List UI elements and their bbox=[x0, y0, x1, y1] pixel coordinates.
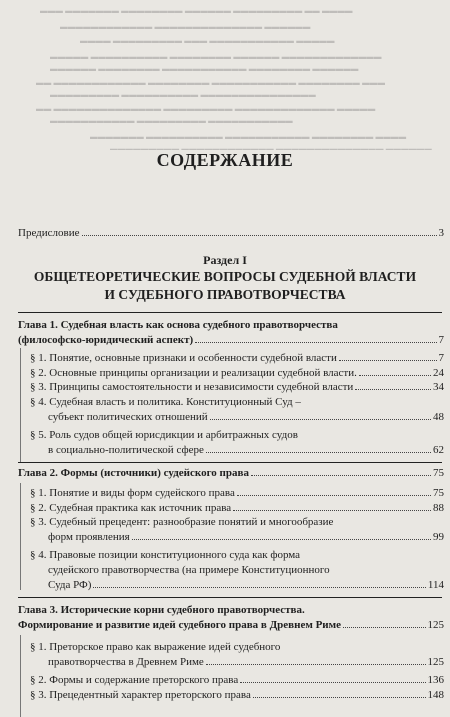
section-label: Раздел I bbox=[203, 253, 247, 267]
section-heading-line-1: ОБЩЕТЕОРЕТИЧЕСКИЕ ВОПРОСЫ СУДЕБНОЙ ВЛАСТИ bbox=[33, 269, 417, 284]
toc-entry-ch2-sec3[interactable] bbox=[48, 530, 444, 544]
toc-page-number: 148 bbox=[427, 689, 444, 701]
toc-entry-ch1-sec4-line-1[interactable]: § 4. Судебная власть и политика. Конституционный Суд – bbox=[30, 396, 301, 408]
leader-dots bbox=[355, 389, 431, 390]
leader-dots bbox=[206, 664, 426, 665]
toc-entry-label: § 1. Понятие, основные признаки и особенности судебной власти bbox=[30, 352, 337, 364]
chapter-3-title-line-2: Формирование и развитие идей судебного права в Древнем Риме bbox=[18, 619, 342, 631]
toc-entry-ch1-sec4[interactable] bbox=[48, 410, 444, 424]
toc-page-number: 125 bbox=[427, 619, 444, 631]
leader-dots bbox=[206, 452, 431, 453]
toc-page-number: 75 bbox=[433, 467, 444, 479]
page-title: СОДЕРЖАНИЕ bbox=[156, 150, 294, 170]
divider bbox=[18, 462, 442, 463]
toc-entry-label: Предисловие bbox=[18, 227, 80, 239]
toc-entry-ch2-sec4[interactable] bbox=[48, 578, 444, 592]
chapter-1-title-line-2: (философско-юридический аспект) bbox=[18, 334, 194, 346]
toc-entry-label: § 1. Понятие и виды форм судейского права bbox=[30, 487, 235, 499]
toc-page-number: 62 bbox=[433, 444, 444, 456]
chapter-3-title-line-1[interactable]: Глава 3. Исторические корни судебного правотворчества. bbox=[18, 604, 305, 616]
toc-entry-ch2-sec1[interactable] bbox=[30, 486, 444, 500]
toc-entry-ch3-sec1[interactable] bbox=[48, 655, 444, 669]
leader-dots bbox=[359, 375, 431, 376]
divider bbox=[18, 597, 442, 598]
toc-entry-ch2-sec4-line-1[interactable]: § 4. Правовые позиции конституционного суда как форма bbox=[30, 549, 301, 561]
toc-entry-chapter-2[interactable] bbox=[18, 466, 444, 480]
toc-entry-ch3-sec2[interactable] bbox=[30, 673, 444, 687]
toc-entry-label: форм проявления bbox=[48, 531, 130, 543]
toc-entry-label: в социально-политической сфере bbox=[48, 444, 204, 456]
leader-dots bbox=[195, 342, 436, 343]
toc-entry-preface[interactable] bbox=[18, 226, 444, 240]
toc-entry-label: Суда РФ) bbox=[48, 579, 92, 591]
toc-entry-label: субъект политических отношений bbox=[48, 411, 208, 423]
leader-dots bbox=[240, 682, 425, 683]
toc-entry-ch1-sec1[interactable] bbox=[30, 351, 444, 365]
toc-page-number: 7 bbox=[438, 352, 444, 364]
toc-entry-ch1-sec5-line-1[interactable]: § 5. Роль судов общей юрисдикции и арбитражных судов bbox=[30, 429, 298, 441]
toc-page-number: 114 bbox=[427, 579, 444, 591]
chapter-2-bracket bbox=[20, 483, 21, 590]
toc-entry-ch1-sec3[interactable] bbox=[30, 380, 444, 394]
toc-entry-ch3-sec1-line-1[interactable]: § 1. Преторское право как выражение идей судебного bbox=[30, 641, 281, 653]
toc-entry-ch1-sec5[interactable] bbox=[48, 443, 444, 457]
toc-page-number: 7 bbox=[438, 334, 444, 346]
toc-entry-label: правотворчества в Древнем Риме bbox=[48, 656, 204, 668]
toc-page-number: 48 bbox=[433, 411, 444, 423]
toc-page-number: 34 bbox=[433, 381, 444, 393]
toc-entry-chapter-3[interactable] bbox=[18, 618, 444, 632]
chapter-1-title-line-1[interactable]: Глава 1. Судебная власть как основа судебного правотворчества bbox=[18, 319, 338, 331]
toc-entry-ch2-sec2[interactable] bbox=[30, 501, 444, 515]
toc-page-number: 125 bbox=[427, 656, 444, 668]
leader-dots bbox=[93, 587, 426, 588]
toc-entry-chapter-1[interactable] bbox=[18, 333, 444, 347]
toc-entry-label: § 3. Принципы самостоятельности и независимости судебной власти bbox=[30, 381, 354, 393]
toc-page-number: 24 bbox=[433, 367, 444, 379]
leader-dots bbox=[339, 360, 437, 361]
leader-dots bbox=[233, 510, 431, 511]
leader-dots bbox=[237, 495, 431, 496]
leader-dots bbox=[132, 539, 431, 540]
chapter-2-title: Глава 2. Формы (источники) судейского права bbox=[18, 467, 249, 479]
leader-dots bbox=[343, 627, 425, 628]
toc-entry-label: § 2. Судебная практика как источник права bbox=[30, 502, 232, 514]
leader-dots bbox=[253, 697, 426, 698]
bleed-through-text: ▬▬▬ ▬▬▬▬▬▬▬ ▬▬▬▬▬▬▬▬ ▬▬▬▬▬▬ ▬▬▬▬▬▬▬▬▬ ▬▬ ▬▬▬▬ ▬▬▬▬▬▬▬▬▬▬▬▬ ▬▬▬▬▬▬▬▬▬▬▬▬▬▬ ▬▬▬▬▬▬ ▬▬▬▬ ▬▬▬▬▬▬▬▬▬ ▬▬▬ ▬▬▬▬▬▬▬▬▬▬▬ ▬▬▬▬▬ ▬▬▬▬▬ ▬▬▬▬▬▬▬▬▬▬ ▬▬▬▬▬▬▬▬ ▬▬▬▬▬▬ ▬▬▬▬▬▬▬▬▬▬▬▬▬ ▬▬▬▬▬▬ ▬▬▬▬▬▬▬▬ ▬▬▬▬▬▬▬▬▬▬▬ ▬▬▬▬▬▬▬▬ ▬▬▬▬▬▬ ▬▬ ▬▬▬▬▬▬▬▬▬▬▬▬ ▬▬▬▬▬▬▬▬ ▬▬▬▬▬▬▬▬▬▬▬ ▬▬▬▬▬▬▬▬ ▬▬▬ ▬▬▬▬▬▬▬▬▬ ▬▬▬▬▬▬▬▬▬▬ ▬▬▬▬▬▬▬▬▬▬▬▬▬▬▬ ▬▬ ▬▬▬▬▬▬▬▬▬▬▬▬▬▬ ▬▬▬▬▬▬▬▬▬ ▬▬▬▬▬▬▬▬▬▬▬▬▬ ▬▬▬▬▬ ▬▬▬▬▬▬▬▬▬▬▬ ▬▬▬▬▬▬▬▬▬ ▬▬▬▬▬▬▬▬▬▬▬ ▬▬▬▬▬▬▬ ▬▬▬▬▬▬▬▬▬▬ ▬▬▬▬▬▬▬▬▬▬▬ ▬▬▬▬▬▬▬▬ ▬▬▬▬ ▬▬▬▬▬▬▬▬▬ ▬▬▬▬▬▬▬▬▬▬▬▬ ▬▬▬▬▬▬▬▬▬▬▬▬▬▬ ▬▬▬▬▬▬ bbox=[36, 6, 432, 150]
toc-entry-ch1-sec2[interactable] bbox=[30, 366, 444, 380]
chapter-1-bracket bbox=[20, 348, 21, 462]
toc-page-number: 99 bbox=[433, 531, 444, 543]
toc-entry-label: § 3. Прецедентный характер преторского права bbox=[30, 689, 251, 701]
toc-entry-ch3-sec3[interactable] bbox=[30, 688, 444, 702]
toc-entry-label: § 2. Основные принципы организации и реализации судебной власти. bbox=[30, 367, 357, 379]
toc-page-number: 88 bbox=[433, 502, 444, 514]
divider bbox=[18, 312, 442, 313]
leader-dots bbox=[82, 235, 437, 236]
toc-page-number: 75 bbox=[433, 487, 444, 499]
toc-entry-label: § 2. Формы и содержание преторского права bbox=[30, 674, 239, 686]
leader-dots bbox=[210, 419, 431, 420]
toc-page-number: 3 bbox=[438, 227, 444, 239]
chapter-3-bracket bbox=[20, 635, 21, 717]
toc-entry-ch2-sec3-line-1[interactable]: § 3. Судебный прецедент: разнообразие понятий и многообразие bbox=[30, 516, 334, 528]
leader-dots bbox=[251, 475, 431, 476]
section-heading-line-2: И СУДЕБНОГО ПРАВОТВОРЧЕСТВА bbox=[104, 287, 346, 302]
toc-page-number: 136 bbox=[427, 674, 444, 686]
toc-entry-ch2-sec4-line-2[interactable]: судейского правотворчества (на примере Конституционного bbox=[48, 564, 330, 576]
